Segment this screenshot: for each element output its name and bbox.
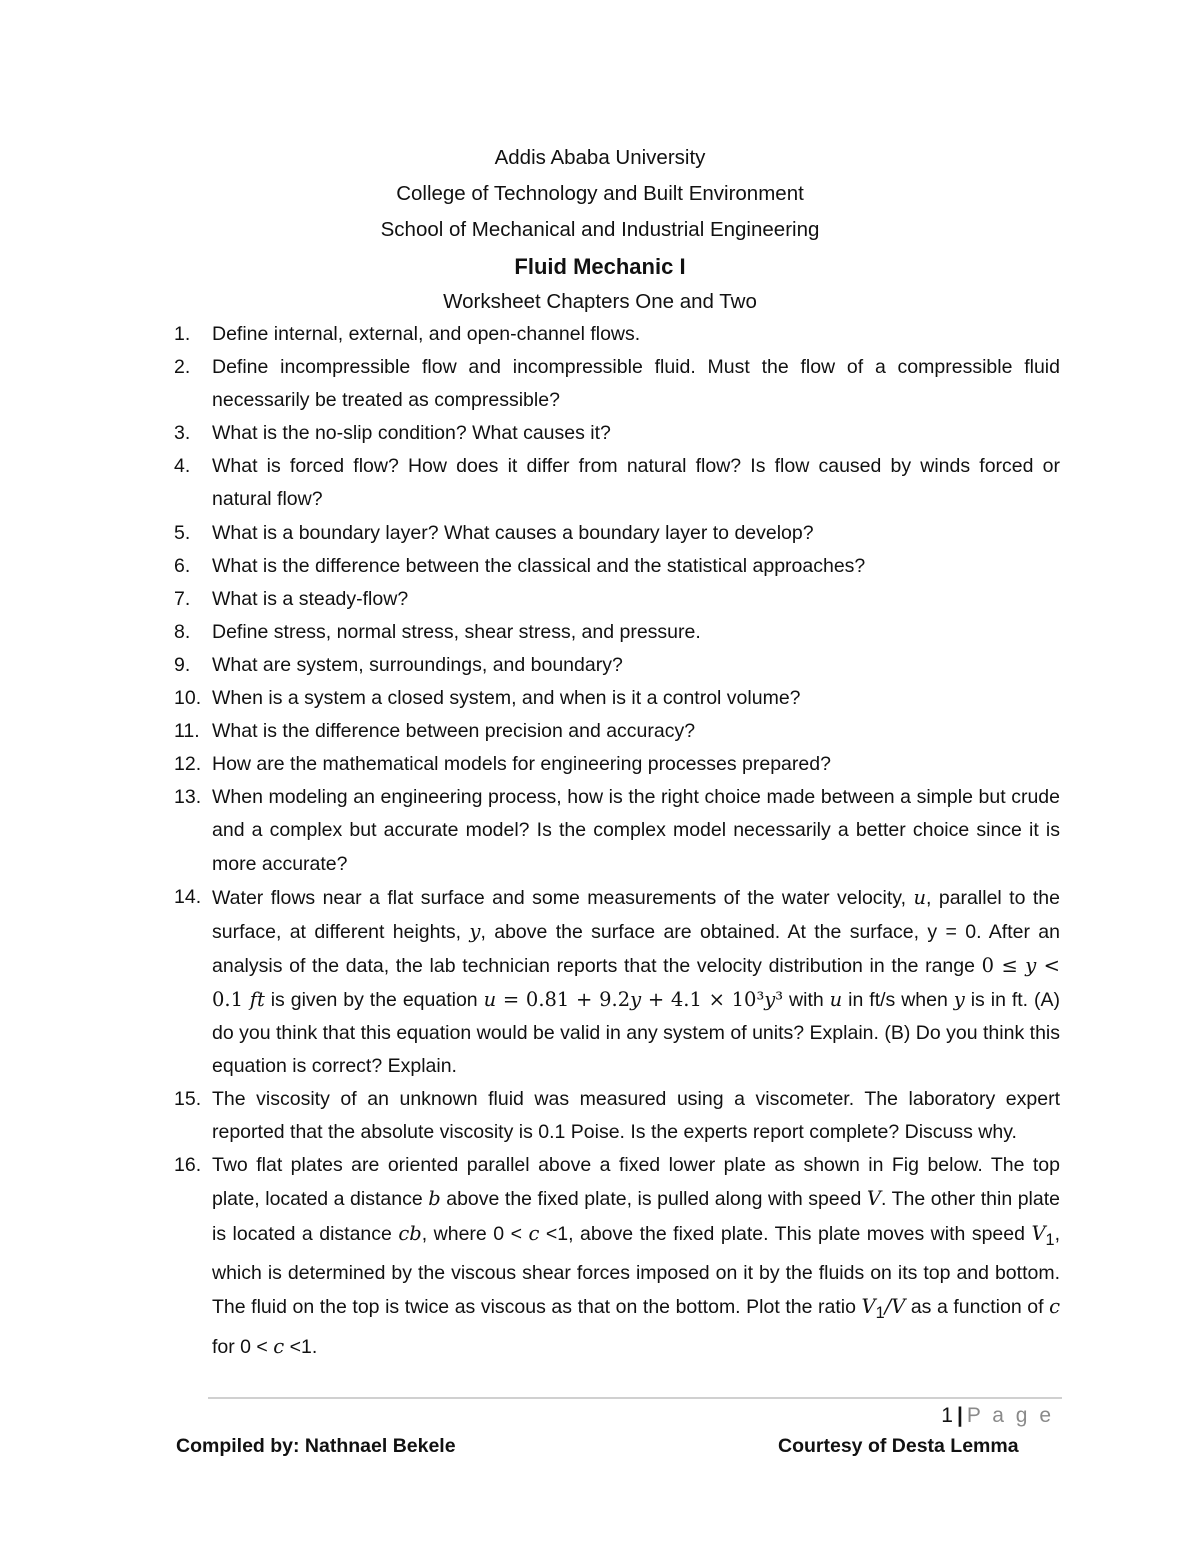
compiled-by: Compiled by: Nathnael Bekele [176,1435,456,1457]
question-number: 8. [174,620,191,643]
math-subscript: 1 [875,1303,885,1322]
question-item [174,1149,1060,1363]
math-variable: u [829,987,843,1011]
question-number: 14. [174,885,202,908]
page-number [941,1402,1054,1430]
text-fragment: , above the surface are obtained. At the surface, y = 0. After an analysis of the data, the lab technician reports that the velocity distribution in the range [212,920,1061,977]
question-text: What is a boundary layer? What causes a boundary layer to develop? [212,521,814,544]
question-number: 7. [174,587,191,610]
text-fragment: . The other thin plate is located a distance [212,1188,1060,1245]
courtesy-credit: Courtesy of Desta Lemma [778,1435,1019,1457]
question-text: Define internal, external, and open-channel flows. [212,323,641,345]
question-item [174,715,1060,748]
text-fragment: as a function of [905,1295,1050,1318]
question-number: 5. [174,521,191,544]
question-text: How are the mathematical models for engineering processes prepared? [212,753,831,776]
question-text: What is forced flow? How does it differ from natural flow? Is flow caused by winds forced or natural flow? [212,455,1060,511]
math-variable: u [913,885,927,909]
page-label: P a g e [966,1404,1054,1427]
math-variable: V [861,1294,876,1318]
question-item [174,649,1060,682]
question-number: 11. [174,720,200,743]
math-variable: /V [884,1294,906,1318]
page-number-value: 1 [941,1404,953,1427]
question-number: 6. [174,554,191,577]
question-text: The viscosity of an unknown fluid was measured using a viscometer. The laboratory expert reported that the absolute viscosity is 0.1 Poise. Is the experts report complete? Discuss why. [212,1088,1060,1144]
question-item [174,781,1060,880]
text-fragment: with [783,988,830,1011]
question-item [174,682,1060,715]
text-fragment: for 0 < [212,1335,274,1358]
text-fragment: in ft/s when [842,988,954,1011]
math-variable: c [528,1221,540,1245]
question-item [174,583,1060,616]
text-fragment: above the fixed plate, is pulled along with speed [440,1188,867,1211]
question-item [174,450,1060,516]
course-title: Fluid Mechanic I [514,254,686,279]
university-name: Addis Ababa University [494,146,706,169]
question-item [174,616,1060,649]
math-range: 0 ≤ 𝑦 < 0.1 𝑓𝑡 [212,953,1060,1011]
question-number: 13. [174,786,202,809]
text-fragment: <1, above the fixed plate. This plate moves with speed [539,1222,1032,1245]
question-number: 10. [174,687,202,710]
question-text: When is a system a closed system, and when is it a control volume? [212,687,801,710]
math-variable: cb [398,1221,422,1245]
question-text: What are system, surroundings, and boundary? [212,653,623,676]
question-list [174,318,1060,1364]
text-fragment: Two flat plates are oriented parallel above a fixed lower plate as shown in Fig below. The top plate, located a distance [212,1154,1060,1211]
question-item [174,748,1060,781]
question-text: Define incompressible flow and incompressible fluid. Must the flow of a compressible fluid necessarily be treated as compressible? [212,356,1060,412]
text-fragment: , parallel to the surface, at different heights, [212,886,1060,943]
question-text: What is a steady-flow? [212,587,409,610]
question-text: Define stress, normal stress, shear stress, and pressure. [212,620,701,643]
math-variable: V [866,1187,881,1211]
question-text: What is the difference between precision and accuracy? [212,720,696,743]
footer-divider [208,1397,1062,1399]
question-item [174,517,1060,550]
college-name: College of Technology and Built Environment [396,182,804,205]
question-number: 12. [174,753,202,776]
question-text [212,887,1060,1077]
school-name: School of Mechanical and Industrial Engineering [380,218,820,241]
math-subscript: 1 [1045,1230,1055,1249]
question-number: 1. [174,323,191,345]
math-variable: c [273,1334,285,1358]
question-item [174,351,1060,417]
text-fragment: is in ft. (A) do you think that this equation would be valid in any system of units? Explain. (B) Do you think this equation is correct? Explain. [212,988,1061,1078]
text-fragment: , which is determined by the viscous shear forces imposed on it by the fluids on its top and bottom. The fluid on the top is twice as viscous as that on the bottom. Plot the ratio [212,1222,1061,1318]
question-number: 16. [174,1154,202,1177]
math-equation: 𝑢 = 0.81 + 9.2𝑦 + 4.1 × 10³𝑦³ [483,987,784,1011]
text-fragment: is given by the equation [264,988,484,1011]
question-item [174,417,1060,450]
question-text: What is the difference between the classical and the statistical approaches? [212,554,866,577]
math-variable: b [428,1187,441,1211]
math-variable: V [1031,1221,1046,1245]
math-variable: y [469,919,481,943]
page-number-separator: | [956,1404,963,1427]
question-number: 15. [174,1088,202,1111]
question-item [174,550,1060,583]
question-text [212,1154,1060,1357]
question-number: 9. [174,653,191,676]
question-text: When modeling an engineering process, how is the right choice made between a simple but crude and a complex but accurate model? Is the complex model necessarily a better choice since it is more accurate? [212,786,1060,875]
question-item [174,881,1060,1084]
question-item [174,1083,1060,1149]
question-item [174,318,1060,351]
question-number: 4. [174,455,191,478]
text-fragment: , where 0 < [421,1222,529,1245]
math-variable: c [1049,1294,1060,1318]
text-fragment: <1. [284,1335,318,1358]
question-number: 2. [174,356,191,379]
question-number: 3. [174,422,191,445]
question-text: What is the no-slip condition? What causes it? [212,422,611,445]
worksheet-title: Worksheet Chapters One and Two [443,290,757,313]
text-fragment: Water flows near a flat surface and some measurements of the water velocity, [212,886,914,909]
math-variable: y [953,987,965,1011]
document-header [0,140,1200,320]
